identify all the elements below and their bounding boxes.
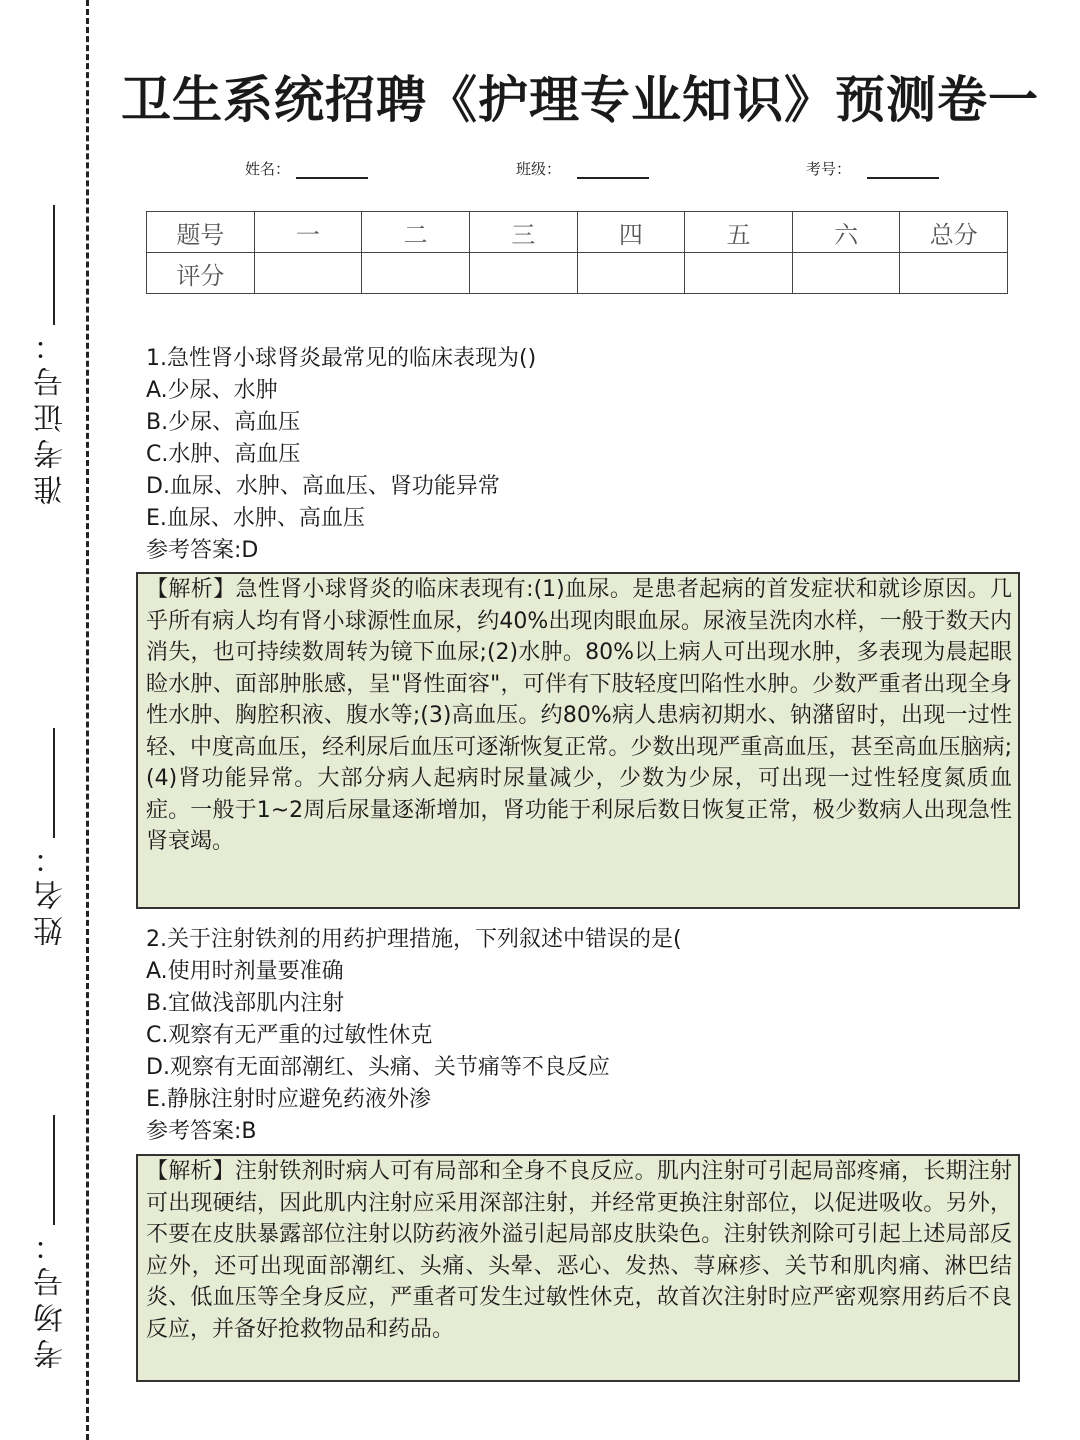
option-b: B.宜做浅部肌内注射 xyxy=(146,991,345,1016)
score-cell[interactable] xyxy=(577,253,685,294)
reference-answer: 参考答案:B xyxy=(146,1119,257,1144)
question-1 xyxy=(146,343,1026,567)
option-a: A.使用时剂量要准确 xyxy=(146,959,344,984)
student-info-row xyxy=(0,158,1080,182)
score-row-label: 评分 xyxy=(147,253,255,294)
reference-answer: 参考答案:D xyxy=(146,538,259,563)
name-label: 姓名： xyxy=(245,160,291,178)
question-2 xyxy=(146,924,1026,1148)
score-cell[interactable] xyxy=(792,253,900,294)
score-cell[interactable] xyxy=(254,253,362,294)
side-name-blank[interactable] xyxy=(53,728,55,838)
header-cell: 三 xyxy=(469,212,577,253)
class-blank[interactable] xyxy=(577,159,649,179)
score-table xyxy=(146,211,1008,294)
header-cell: 二 xyxy=(362,212,470,253)
name-field xyxy=(245,158,368,179)
score-cell[interactable] xyxy=(362,253,470,294)
side-name-label: 姓名： xyxy=(34,838,69,946)
class-field xyxy=(516,158,649,179)
side-name-field xyxy=(28,728,76,946)
score-table-header-row xyxy=(147,212,1008,253)
binding-dashed-line xyxy=(86,0,89,1440)
option-e: E.血尿、水肿、高血压 xyxy=(146,506,365,531)
side-ticket-number-field xyxy=(28,205,76,505)
page-title: 卫生系统招聘《护理专业知识》预测卷一 xyxy=(121,71,1039,129)
header-cell: 五 xyxy=(685,212,793,253)
option-c: C.观察有无严重的过敏性休克 xyxy=(146,1023,433,1048)
option-a: A.少尿、水肿 xyxy=(146,378,278,403)
ticket-number-blank[interactable] xyxy=(53,205,55,325)
option-c: C.水肿、高血压 xyxy=(146,442,301,467)
option-d: D.血尿、水肿、高血压、肾功能异常 xyxy=(146,474,500,499)
score-cell[interactable] xyxy=(469,253,577,294)
question-stem: 1.急性肾小球肾炎最常见的临床表现为() xyxy=(146,346,537,371)
room-number-blank[interactable] xyxy=(53,1115,55,1225)
score-table-score-row xyxy=(147,253,1008,294)
score-cell[interactable] xyxy=(685,253,793,294)
class-label: 班级： xyxy=(516,160,562,178)
option-b: B.少尿、高血压 xyxy=(146,410,301,435)
side-room-field xyxy=(28,1115,76,1369)
analysis-box-2: 【解析】注射铁剂时病人可有局部和全身不良反应。肌内注射可引起局部疼痛，长期注射可出现硬结，因此肌内注射应采用深部注射，并经常更换注射部位，以促进吸收。另外，不要在皮肤暴露部位注射以防药液外溢引起局部皮肤染色。注射铁剂除可引起上述局部反应外，还可出现面部潮红、头痛、头晕、恶心、发热、荨麻疹、关节和肌肉痛、淋巴结炎、低血压等全身反应，严重者可发生过敏性休克，故首次注射时应严密观察用药后不良反应，并备好抢救物品和药品。 xyxy=(136,1154,1020,1382)
option-d: D.观察有无面部潮红、头痛、关节痛等不良反应 xyxy=(146,1055,610,1080)
analysis-box-1: 【解析】急性肾小球肾炎的临床表现有:(1)血尿。是患者起病的首发症状和就诊原因。几乎所有病人均有肾小球源性血尿，约40%出现肉眼血尿。尿液呈洗肉水样，一般于数天内消失，也可持续数周转为镜下血尿;(2)水肿。80%以上病人可出现水肿，多表现为晨起眼睑水肿、面部肿胀感，呈"肾性面容"，可伴有下肢轻度凹陷性水肿。少数严重者出现全身性水肿、胸腔积液、腹水等;(3)高血压。约80%病人患病初期水、钠潴留时，出现一过性轻、中度高血压，经利尿后血压可逐渐恢复正常。少数出现严重高血压，甚至高血压脑病;(4)肾功能异常。大部分病人起病时尿量减少，少数为少尿，可出现一过性轻度氮质血症。一般于1~2周后尿量逐渐增加，肾功能于利尿后数日恢复正常，极少数病人出现急性肾衰竭。 xyxy=(136,572,1020,909)
header-cell: 四 xyxy=(577,212,685,253)
room-number-label: 考场号： xyxy=(34,1225,69,1369)
exam-number-label: 考号： xyxy=(806,160,852,178)
question-stem: 2.关于注射铁剂的用药护理措施，下列叙述中错误的是( xyxy=(146,927,682,952)
exam-number-field xyxy=(806,158,939,179)
option-e: E.静脉注射时应避免药液外渗 xyxy=(146,1087,431,1112)
header-cell: 六 xyxy=(792,212,900,253)
name-blank[interactable] xyxy=(296,159,368,179)
header-cell: 总分 xyxy=(900,212,1008,253)
header-cell: 一 xyxy=(254,212,362,253)
ticket-number-label: 准考证号： xyxy=(34,325,69,505)
score-cell[interactable] xyxy=(900,253,1008,294)
exam-number-blank[interactable] xyxy=(867,159,939,179)
header-cell: 题号 xyxy=(147,212,255,253)
